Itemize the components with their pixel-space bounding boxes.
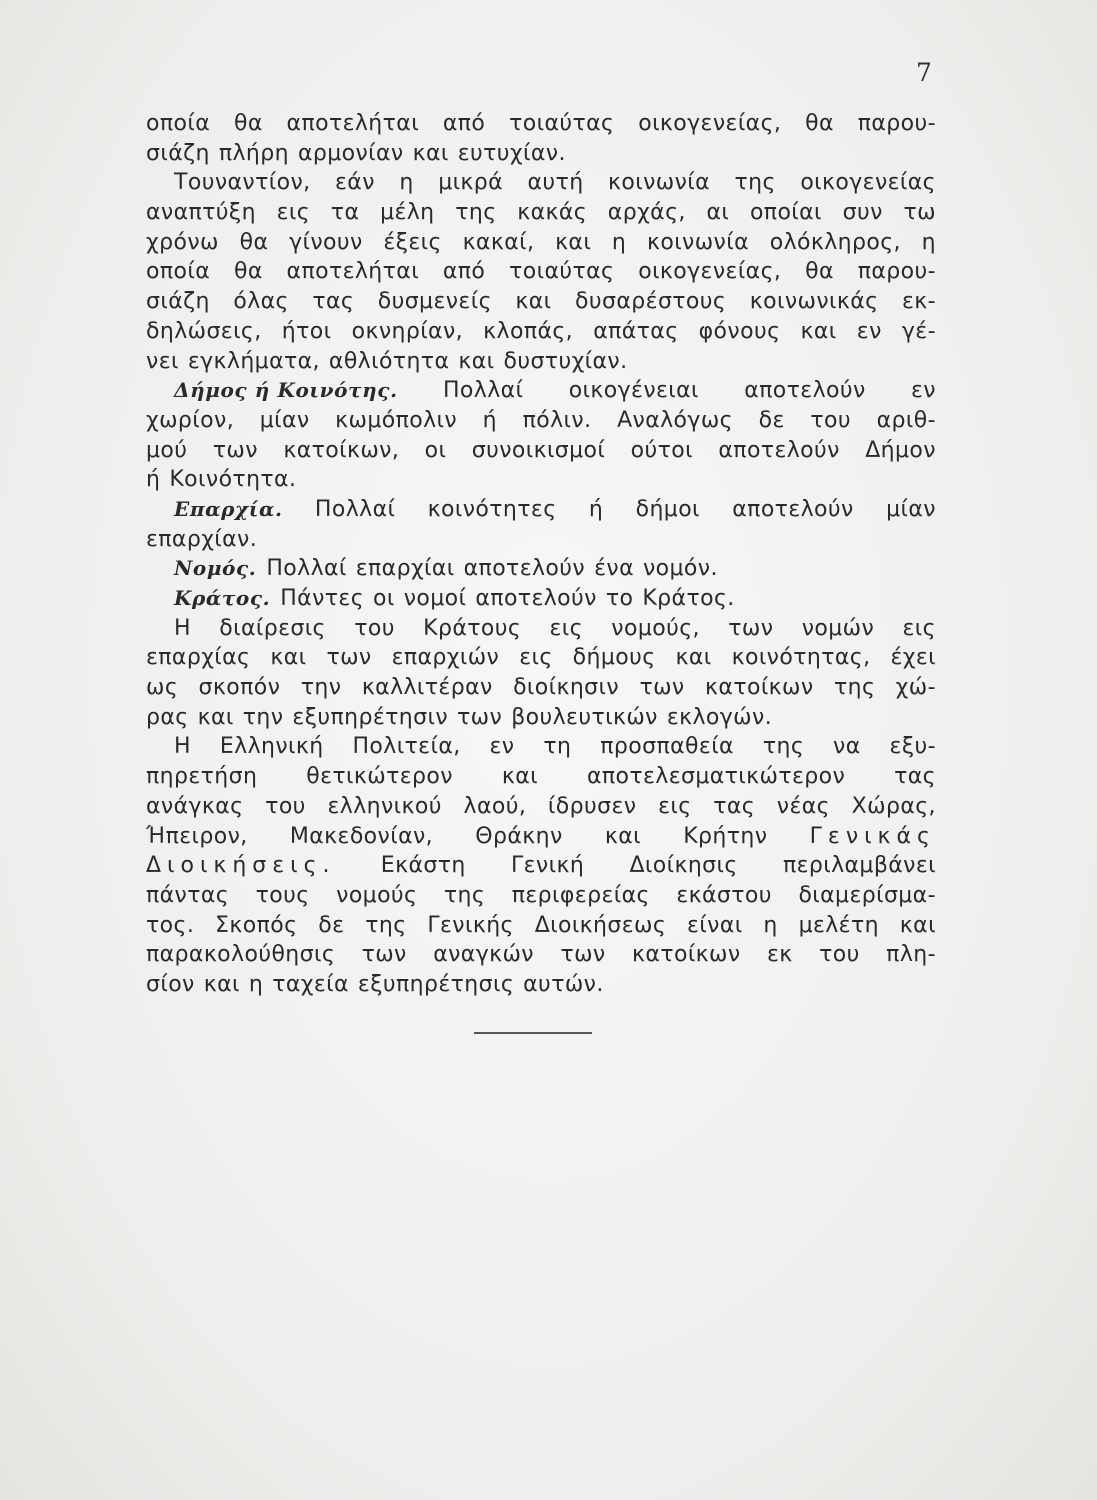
word: ή bbox=[588, 496, 604, 522]
word: μικρά bbox=[438, 170, 504, 196]
word: δήμους bbox=[572, 645, 656, 671]
word: αθλιότητα bbox=[328, 348, 450, 374]
word: οποία bbox=[146, 259, 211, 285]
word: εκάστου bbox=[676, 882, 772, 908]
text-line bbox=[146, 257, 936, 287]
word: εάν bbox=[335, 170, 375, 196]
word: νομούς bbox=[336, 882, 418, 908]
word: χρόνω bbox=[146, 229, 219, 255]
text-line bbox=[146, 347, 936, 377]
word: τους bbox=[255, 882, 310, 908]
text-line bbox=[146, 436, 936, 466]
text-line bbox=[146, 673, 936, 703]
word: καλλιτέραν bbox=[361, 675, 493, 701]
word: επαρχίαν. bbox=[146, 526, 258, 552]
word: Γενική bbox=[510, 853, 585, 879]
word: Δήμον bbox=[865, 437, 936, 463]
word: η bbox=[763, 912, 778, 938]
word: της bbox=[833, 675, 876, 701]
word: εξυ- bbox=[889, 734, 936, 760]
word: τω bbox=[903, 200, 936, 226]
page-number: 7 bbox=[916, 58, 932, 87]
word: της bbox=[455, 200, 497, 226]
word: αποτελήται bbox=[286, 259, 420, 285]
text-line bbox=[146, 376, 936, 406]
word: τας bbox=[894, 764, 936, 790]
word: ούτοι bbox=[630, 437, 693, 463]
word: κατοίκων bbox=[705, 675, 814, 701]
word: Κοινότητα. bbox=[169, 467, 297, 493]
text-line bbox=[146, 525, 936, 555]
text-line bbox=[146, 732, 936, 762]
word: της bbox=[443, 882, 486, 908]
word: βουλευτικών bbox=[511, 704, 658, 730]
word: εξυπηρέτησις bbox=[357, 971, 515, 997]
word: η bbox=[399, 170, 414, 196]
word: οι bbox=[373, 586, 395, 611]
word: των bbox=[212, 437, 258, 463]
word: αυτή bbox=[527, 170, 584, 196]
text-line bbox=[146, 762, 936, 792]
word: και bbox=[270, 645, 307, 671]
spaced-word: Γενικάς bbox=[809, 823, 936, 849]
word: Θράκην bbox=[475, 823, 563, 849]
word: νομοί bbox=[403, 586, 467, 611]
word: των bbox=[361, 942, 407, 968]
word: αποτελούν bbox=[463, 556, 586, 582]
word: αποτελήται bbox=[286, 111, 420, 136]
text-line bbox=[146, 911, 936, 941]
word: μίαν bbox=[886, 496, 936, 522]
text-line bbox=[146, 465, 936, 495]
word: αποτελούν bbox=[744, 378, 866, 404]
word: εν bbox=[911, 378, 936, 404]
word: των bbox=[560, 942, 606, 968]
text-line bbox=[146, 703, 936, 733]
text-line bbox=[146, 822, 936, 852]
word: παρου- bbox=[857, 259, 936, 285]
word: γέ- bbox=[901, 318, 936, 344]
word: του bbox=[819, 942, 860, 968]
word: πάντας bbox=[146, 882, 230, 908]
word: και bbox=[515, 289, 552, 315]
word: νομούς, bbox=[611, 615, 700, 641]
word: χωρίον, bbox=[146, 407, 235, 433]
section-term: Επαρχία. bbox=[174, 496, 283, 521]
word: παρακολούθησις bbox=[146, 942, 336, 968]
text-line bbox=[146, 168, 936, 198]
word: αριθ- bbox=[876, 407, 936, 433]
word: οικογένειαι bbox=[568, 378, 699, 404]
word: είναι bbox=[687, 912, 743, 938]
word: θετικώτερον bbox=[306, 764, 453, 790]
word: και bbox=[501, 764, 539, 790]
word: ελληνικού bbox=[327, 793, 442, 819]
word: Μακεδονίαν, bbox=[289, 823, 434, 849]
word: Η bbox=[174, 734, 191, 760]
word: μελέτη bbox=[798, 912, 879, 938]
word: οποία bbox=[146, 111, 211, 136]
word: και bbox=[412, 140, 449, 166]
text-line bbox=[146, 198, 936, 228]
word: νέας bbox=[776, 793, 830, 819]
word: και bbox=[800, 318, 837, 344]
word: οικογενείας, bbox=[638, 259, 782, 285]
word: τας bbox=[312, 289, 355, 315]
text-line bbox=[146, 643, 936, 673]
word: ταχεία bbox=[272, 971, 349, 997]
body-text bbox=[146, 109, 936, 1000]
word: Η bbox=[174, 615, 191, 641]
word: τος. bbox=[146, 912, 195, 938]
word: Τουναντίον, bbox=[174, 170, 311, 196]
word: των bbox=[457, 704, 503, 730]
word: Κρήτην bbox=[683, 823, 768, 849]
word: συν bbox=[842, 200, 883, 226]
text-line bbox=[146, 495, 936, 525]
word: αρμονίαν bbox=[297, 140, 404, 166]
text-line bbox=[146, 940, 936, 970]
word: τας bbox=[713, 793, 756, 819]
word: εις bbox=[549, 615, 583, 641]
word: παρου- bbox=[857, 111, 936, 136]
word: διοίκησιν bbox=[513, 675, 620, 701]
text-line bbox=[146, 139, 936, 169]
word: το bbox=[605, 586, 634, 611]
word: σιάζη bbox=[146, 289, 210, 315]
word: μίαν bbox=[259, 407, 310, 433]
word: οποίαι bbox=[749, 200, 822, 226]
word: αποτελούν bbox=[475, 586, 597, 611]
word: έχει bbox=[890, 645, 936, 671]
word: κωμόπολιν bbox=[335, 407, 458, 433]
word: Πολιτεία, bbox=[352, 734, 461, 760]
word: της bbox=[734, 170, 776, 196]
word: αποτελεσματικώτερον bbox=[586, 764, 846, 790]
word: δυσμενείς bbox=[377, 289, 492, 315]
word: εκ bbox=[766, 942, 793, 968]
spaced-word: Διοικήσεις. bbox=[146, 853, 336, 879]
word: Ήπειρον, bbox=[146, 823, 248, 849]
word: συνοικισμοί bbox=[471, 437, 606, 463]
word: μού bbox=[146, 437, 188, 463]
word: ρας bbox=[146, 704, 189, 730]
word: σκοπόν bbox=[198, 675, 281, 701]
word: οικογενείας, bbox=[638, 111, 782, 136]
word: Διοικήσεως bbox=[534, 912, 667, 938]
text-line bbox=[146, 881, 936, 911]
word: χώ- bbox=[895, 675, 936, 701]
word: και bbox=[675, 645, 712, 671]
text-line bbox=[146, 584, 936, 614]
word: των bbox=[639, 675, 685, 701]
word: δυστυχίαν. bbox=[503, 348, 628, 374]
word: η bbox=[248, 971, 264, 997]
word: Πάντες bbox=[280, 586, 365, 611]
word: τα bbox=[330, 200, 360, 226]
word: Πολλαί bbox=[314, 496, 396, 522]
word: των bbox=[326, 645, 372, 671]
section-term: Νομός. bbox=[174, 556, 257, 581]
word: και bbox=[899, 912, 936, 938]
word: εν bbox=[489, 734, 515, 760]
word: περιλαμβάνει bbox=[782, 853, 936, 879]
word: του bbox=[265, 793, 306, 819]
word: την bbox=[300, 675, 342, 701]
text-line bbox=[146, 554, 936, 584]
word: σίον bbox=[146, 971, 195, 997]
word: εξυπηρέτησιν bbox=[292, 704, 449, 730]
section-term: Κράτος. bbox=[174, 586, 271, 610]
word: κοινωνικάς bbox=[749, 289, 879, 315]
word: πλήρη bbox=[218, 140, 289, 166]
word: θα bbox=[239, 229, 269, 255]
word: εις bbox=[276, 200, 311, 226]
text-line bbox=[146, 228, 936, 258]
word: μέλη bbox=[380, 200, 435, 226]
text-line bbox=[146, 317, 936, 347]
word: του bbox=[354, 615, 395, 641]
word: δε bbox=[758, 407, 785, 433]
word: οικογενείας bbox=[800, 170, 936, 196]
word: Πολλαί bbox=[266, 556, 347, 582]
word: και bbox=[197, 704, 234, 730]
word: κατοίκων bbox=[632, 942, 741, 968]
word: Χώρας, bbox=[851, 793, 936, 819]
word: τοιαύτας bbox=[509, 259, 615, 285]
word: αποτελούν bbox=[718, 437, 840, 463]
word: οκνηρίαν, bbox=[351, 318, 464, 344]
word: νομόν. bbox=[642, 556, 718, 582]
word: ολόκληρος, bbox=[769, 229, 901, 255]
section-term: Δήμος ή Κοινότης. bbox=[174, 378, 398, 403]
word: δηλώσεις, bbox=[146, 318, 262, 344]
word: θα bbox=[233, 259, 263, 285]
word: Κράτους bbox=[423, 615, 522, 641]
word: προσπαθεία bbox=[600, 734, 734, 760]
word: η bbox=[921, 229, 936, 255]
word: φόνους bbox=[698, 318, 781, 344]
word: η bbox=[611, 229, 627, 255]
word: σιάζη bbox=[146, 140, 210, 166]
text-line bbox=[146, 970, 936, 1000]
word: και bbox=[555, 229, 592, 255]
word: πόλιν. bbox=[522, 407, 592, 433]
word: κοινωνία bbox=[608, 170, 711, 196]
word: ίδρυσεν bbox=[547, 793, 637, 819]
word: κακαί, bbox=[462, 229, 535, 255]
text-line bbox=[146, 406, 936, 436]
word: όλας bbox=[233, 289, 289, 315]
text-line bbox=[146, 287, 936, 317]
word: από bbox=[442, 111, 486, 136]
word: ήτοι bbox=[281, 318, 332, 344]
word: Σκοπός bbox=[215, 912, 298, 938]
word: λαού, bbox=[463, 793, 527, 819]
word: της bbox=[762, 734, 805, 760]
word: θα bbox=[805, 259, 834, 285]
word: από bbox=[442, 259, 486, 285]
word: αποτελούν bbox=[732, 496, 854, 522]
word: της bbox=[365, 912, 407, 938]
word: την bbox=[242, 704, 284, 730]
word: Εκάστη bbox=[380, 853, 466, 879]
word: και bbox=[203, 971, 240, 997]
word: εκ- bbox=[901, 289, 936, 315]
word: περιφερείας bbox=[511, 882, 650, 908]
word: επαρχίας bbox=[146, 645, 251, 671]
word: του bbox=[810, 407, 851, 433]
word: Διοίκησις bbox=[629, 853, 738, 879]
word: επαρχιών bbox=[391, 645, 500, 671]
word: Γενικής bbox=[427, 912, 514, 938]
word: τη bbox=[543, 734, 572, 760]
word: νει bbox=[146, 348, 179, 374]
word: έξεις bbox=[383, 229, 442, 255]
word: κατοίκων, bbox=[283, 437, 400, 463]
text-line bbox=[146, 792, 936, 822]
word: θα bbox=[805, 111, 834, 136]
word: και bbox=[458, 348, 495, 374]
word: κοινότητας, bbox=[731, 645, 871, 671]
word: πλη- bbox=[886, 942, 936, 968]
word: εις bbox=[519, 645, 553, 671]
word: των bbox=[728, 615, 774, 641]
word: κοινότητες bbox=[427, 496, 557, 522]
word: ή bbox=[146, 467, 161, 493]
word: κακάς bbox=[517, 200, 588, 226]
word: ή bbox=[482, 407, 498, 433]
word: εκλογών. bbox=[666, 704, 773, 730]
word: κλοπάς, bbox=[483, 318, 574, 344]
word: Κράτος. bbox=[642, 586, 735, 611]
word: εν bbox=[856, 318, 882, 344]
word: διαμερίσμα- bbox=[798, 882, 936, 908]
word: ευτυχίαν. bbox=[457, 140, 566, 166]
word: δε bbox=[318, 912, 345, 938]
text-line bbox=[146, 614, 936, 644]
word: εις bbox=[658, 793, 692, 819]
text-line bbox=[146, 109, 936, 139]
word: τοιαύτας bbox=[509, 111, 615, 136]
word: ως bbox=[146, 675, 179, 701]
word: αι bbox=[706, 200, 730, 226]
word: ανάγκας bbox=[146, 793, 244, 819]
word: επαρχίαι bbox=[355, 556, 455, 582]
section-divider bbox=[474, 1032, 592, 1034]
word: να bbox=[833, 734, 861, 760]
word: και bbox=[604, 823, 642, 849]
word: δυσαρέστους bbox=[575, 289, 727, 315]
word: Πολλαί bbox=[442, 378, 524, 404]
word: απάτας bbox=[593, 318, 679, 344]
word: κοινωνία bbox=[646, 229, 749, 255]
word: θα bbox=[233, 111, 263, 136]
word: διαίρεσις bbox=[219, 615, 326, 641]
word: νομών bbox=[801, 615, 875, 641]
word: εις bbox=[902, 615, 936, 641]
text-line bbox=[146, 851, 936, 881]
word: αναγκών bbox=[433, 942, 534, 968]
word: Αναλόγως bbox=[617, 407, 733, 433]
word: αυτών. bbox=[523, 971, 604, 997]
word: αρχάς, bbox=[607, 200, 686, 226]
word: δήμοι bbox=[635, 496, 700, 522]
word: γίνουν bbox=[289, 229, 363, 255]
word: εγκλήματα, bbox=[187, 348, 320, 374]
word: Ελληνική bbox=[219, 734, 324, 760]
word: πηρετήση bbox=[146, 764, 258, 790]
word: αναπτύξη bbox=[146, 200, 256, 226]
word: ένα bbox=[594, 556, 634, 582]
word: οι bbox=[424, 437, 447, 463]
